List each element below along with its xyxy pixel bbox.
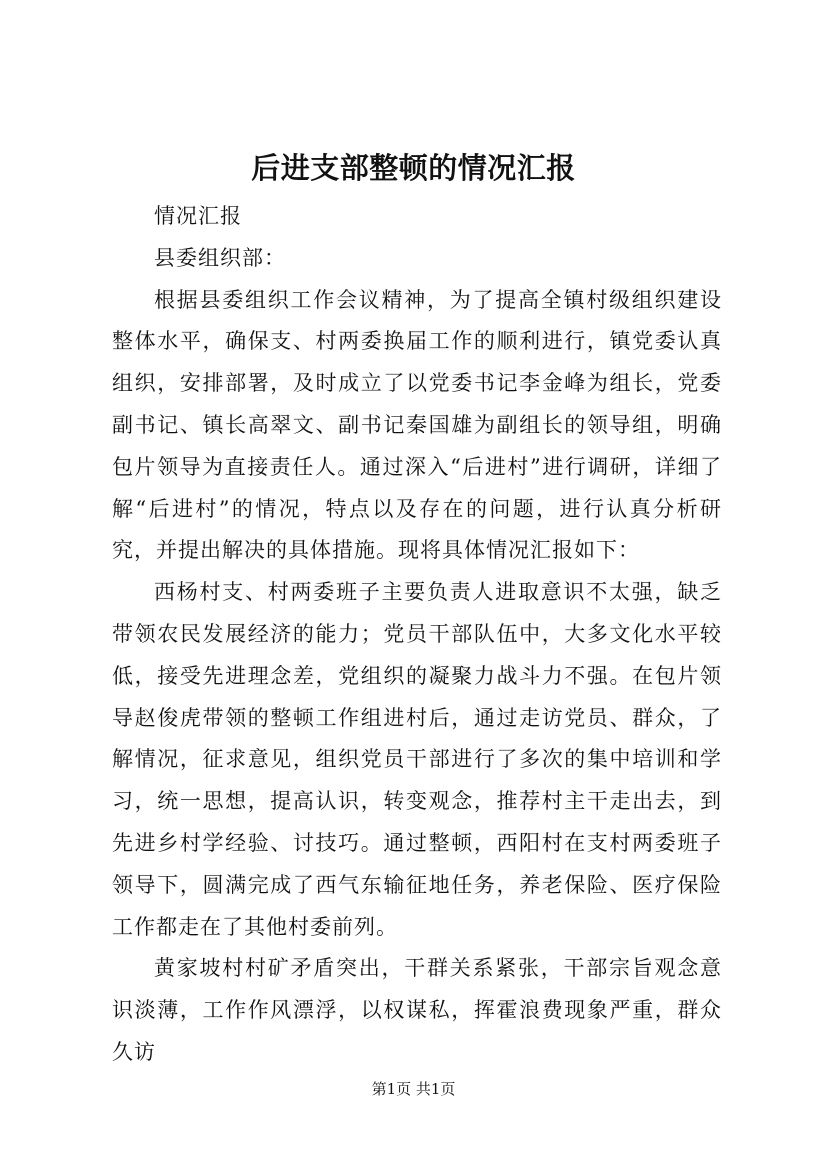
body-paragraph: 黄家坡村村矿矛盾突出，干群关系紧张，干部宗旨观念意识淡薄，工作作风漂浮，以权谋私，挥霍浪费现象严重，群众久访 xyxy=(112,956,722,1064)
document-title: 后进支部整顿的情况汇报 xyxy=(251,151,576,185)
recipient-line: 县委组织部： xyxy=(154,245,286,270)
body-paragraph: 根据县委组织工作会议精神，为了提高全镇村级组织建设整体水平，确保支、村两委换届工作的顺利进行，镇党委认真组织，安排部署，及时成立了以党委书记李金峰为组长，党委副书记、镇长高翠文、副书记秦国雄为副组长的领导组，明确包片领导为直接责任人。通过深入“后进村”进行调研，详细了解“后进村”的情况，特点以及存在的问题，进行认真分析研究，并提出解决的具体措施。现将具体情况汇报如下： xyxy=(112,287,722,563)
document-body xyxy=(112,196,722,1074)
page-number-footer: 第1页 共1页 xyxy=(371,1080,456,1098)
body-paragraph: 西杨村支、村两委班子主要负责人进取意识不太强，缺乏带领农民发展经济的能力；党员干部队伍中，大多文化水平较低，接受先进理念差，党组织的凝聚力战斗力不强。在包片领导赵俊虎带领的整顿工作组进村后，通过走访党员、群众，了解情况，征求意见，组织党员干部进行了多次的集中培训和学习，统一思想，提高认识，转变观念，推荐村主干走出去，到先进乡村学经验、讨技巧。通过整顿，西阳村在支村两委班子领导下，圆满完成了西气东输征地任务，养老保险、医疗保险工作都走在了其他村委前列。 xyxy=(112,580,722,939)
salutation-heading: 情况汇报 xyxy=(154,204,242,228)
